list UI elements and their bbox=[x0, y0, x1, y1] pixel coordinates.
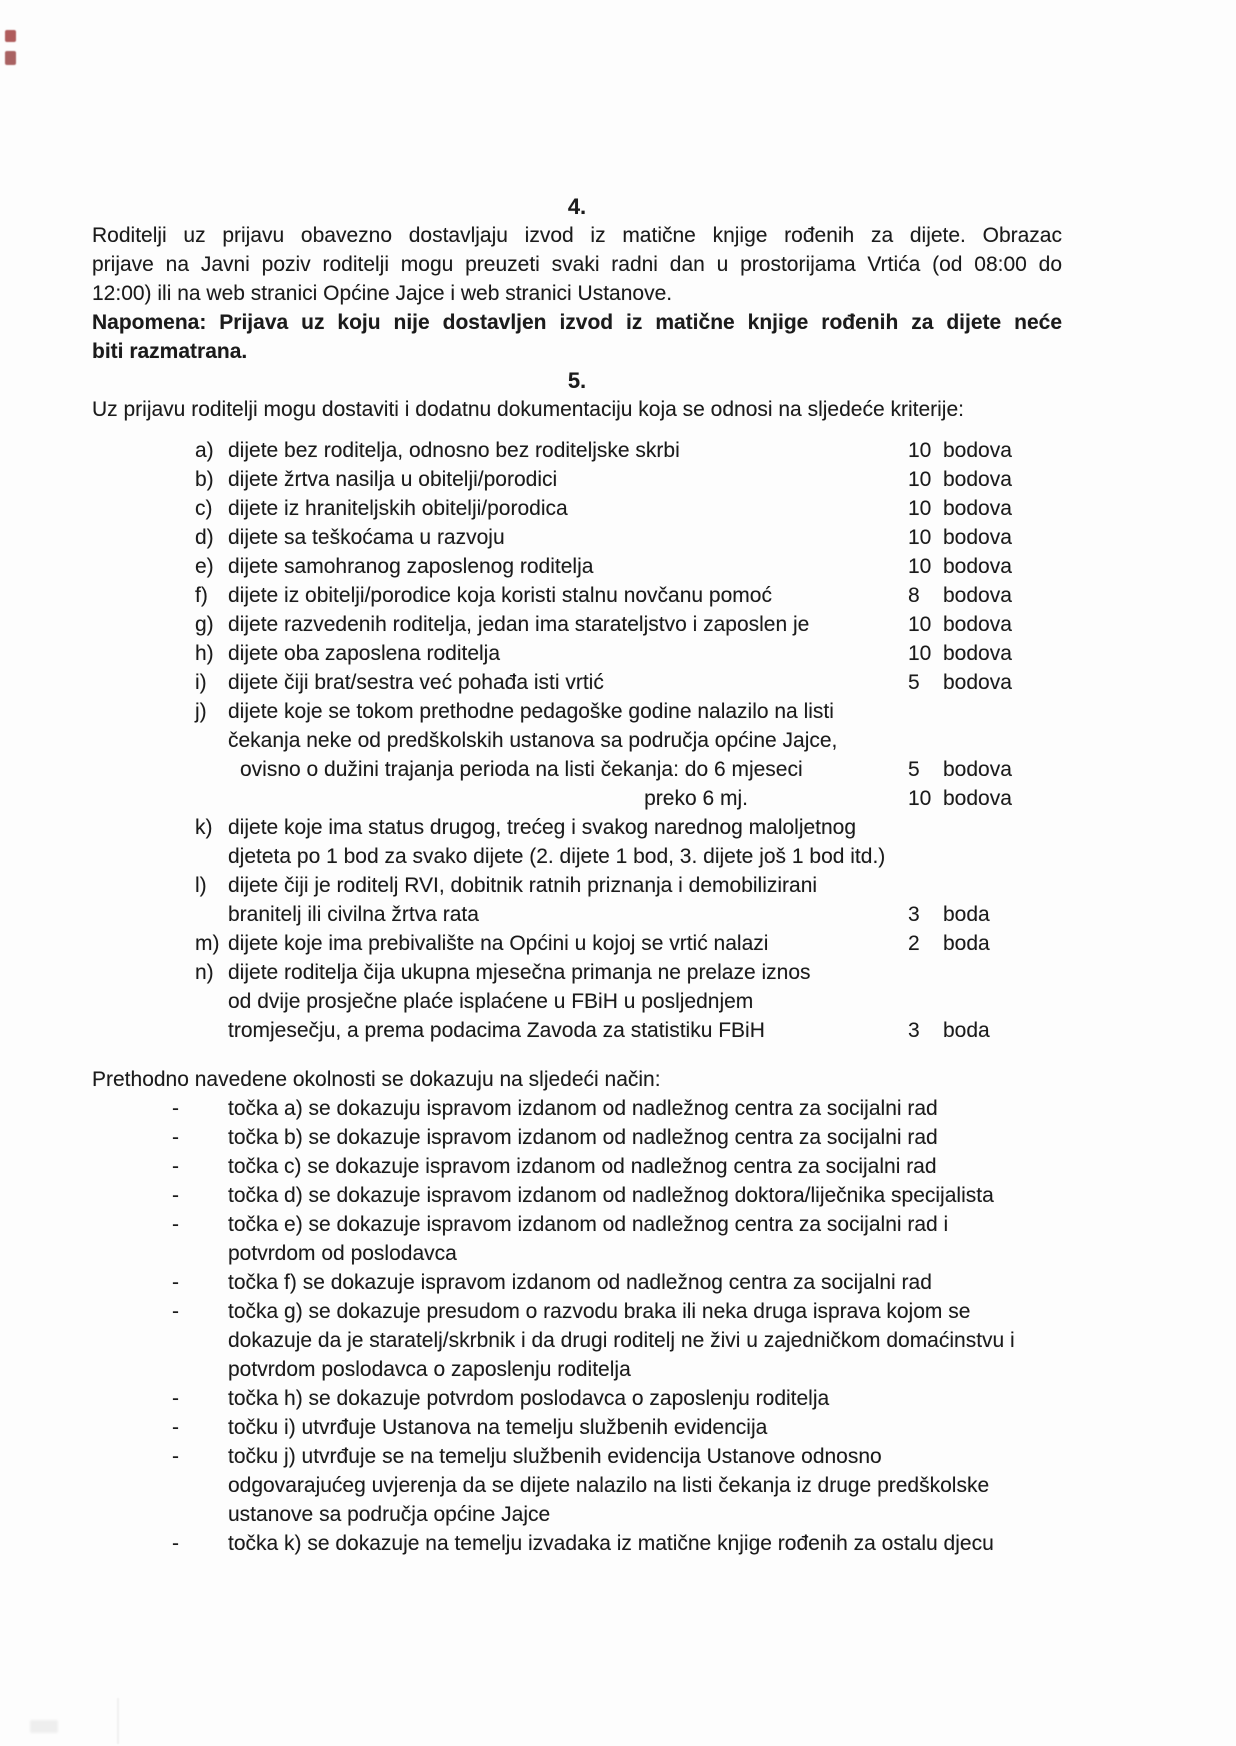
criterion-label: b) bbox=[195, 468, 214, 491]
points-unit: bodova bbox=[943, 787, 1012, 810]
criterion-row bbox=[92, 784, 1062, 813]
points-value bbox=[908, 697, 943, 726]
criterion-label: i) bbox=[195, 671, 207, 694]
proof-line: potvrdom od poslodavca bbox=[228, 1242, 457, 1265]
points-value: 10 bbox=[908, 468, 932, 491]
points-value: 10 bbox=[908, 787, 932, 810]
criterion-row bbox=[92, 552, 1062, 581]
criterion-text: dijete koje ima status drugog, trećeg i svakog narednog maloljetnog bbox=[228, 816, 857, 839]
criterion-row bbox=[92, 436, 1062, 465]
points-unit: bodova bbox=[943, 642, 1012, 665]
proof-bullet: - bbox=[172, 1184, 179, 1207]
proof-text bbox=[228, 1181, 1062, 1210]
proof-text bbox=[228, 1442, 1062, 1529]
proof-bullet: - bbox=[172, 1300, 179, 1323]
proof-item bbox=[92, 1268, 1062, 1297]
criterion-text: dijete iz hraniteljskih obitelji/porodica bbox=[228, 497, 568, 520]
criterion-row bbox=[92, 987, 1062, 1016]
criterion-label bbox=[195, 900, 228, 929]
criterion-text: dijete koje se tokom prethodne pedagoške godine nalazilo na listi bbox=[228, 700, 834, 723]
proof-line: točka c) se dokazuje ispravom izdanom od nadležnog centra za socijalni rad bbox=[228, 1155, 937, 1178]
criterion-row bbox=[92, 726, 1062, 755]
criterion-label: c) bbox=[195, 497, 213, 520]
criterion-label: l) bbox=[195, 874, 207, 897]
points-unit: bodova bbox=[943, 671, 1012, 694]
criterion-row bbox=[92, 639, 1062, 668]
scan-artifact-smudge bbox=[117, 1698, 119, 1744]
paragraph-line: prijave na Javni poziv roditelji mogu preuzeti svaki radni dan u prostorijama Vrtića (od 08:00 do bbox=[92, 253, 1062, 276]
proof-heading: Prethodno navedene okolnosti se dokazuju na sljedeći način: bbox=[92, 1068, 661, 1091]
criterion-row bbox=[92, 610, 1062, 639]
proof-line: točka f) se dokazuje ispravom izdanom od nadležnog centra za socijalni rad bbox=[228, 1271, 932, 1294]
proof-line: ustanove sa područja općine Jajce bbox=[228, 1503, 551, 1526]
points-unit: boda bbox=[943, 1019, 990, 1042]
criterion-row bbox=[92, 697, 1062, 726]
criterion-label bbox=[195, 987, 228, 1016]
points-value: 10 bbox=[908, 439, 932, 462]
points-value: 3 bbox=[908, 903, 920, 926]
points-value: 10 bbox=[908, 555, 932, 578]
scan-artifact-red-mark bbox=[5, 51, 16, 65]
proof-text bbox=[228, 1529, 1062, 1558]
proof-text bbox=[228, 1413, 1062, 1442]
proof-line: dokazuje da je staratelj/skrbnik i da drugi roditelj ne živi u zajedničkom domaćinstvu i bbox=[228, 1329, 1015, 1352]
proof-item bbox=[92, 1297, 1062, 1384]
proof-line: točka e) se dokazuje ispravom izdanom od nadležnog centra za socijalni rad i bbox=[228, 1213, 949, 1236]
scan-artifact-smudge bbox=[30, 1720, 58, 1733]
points-value bbox=[908, 871, 943, 900]
criterion-label: f) bbox=[195, 584, 208, 607]
criterion-row bbox=[92, 494, 1062, 523]
proof-line: točku i) utvrđuje Ustanova na temelju službenih evidencija bbox=[228, 1416, 768, 1439]
proof-text bbox=[228, 1297, 1062, 1384]
proof-text bbox=[228, 1152, 1062, 1181]
proof-bullet: - bbox=[172, 1532, 179, 1555]
proof-item bbox=[92, 1384, 1062, 1413]
criterion-row bbox=[92, 581, 1062, 610]
proof-bullet: - bbox=[172, 1416, 179, 1439]
criterion-text: dijete iz obitelji/porodice koja koristi stalnu novčanu pomoć bbox=[228, 584, 772, 607]
points-value bbox=[908, 987, 943, 1016]
points-value: 10 bbox=[908, 642, 932, 665]
note-line: Napomena: Prijava uz koju nije dostavljen izvod iz matične knjige rođenih za dijete neće bbox=[92, 311, 1062, 334]
points-unit: bodova bbox=[943, 439, 1012, 462]
criterion-text: dijete roditelja čija ukupna mjesečna primanja ne prelaze iznos bbox=[228, 961, 811, 984]
section-5-intro: Uz prijavu roditelji mogu dostaviti i dodatnu dokumentaciju koja se odnosi na sljedeće kriterije: bbox=[92, 398, 964, 421]
points-unit: boda bbox=[943, 903, 990, 926]
points-unit: bodova bbox=[943, 584, 1012, 607]
proof-line: točka k) se dokazuje na temelju izvadaka iz matične knjige rođenih za ostalu djecu bbox=[228, 1532, 994, 1555]
points-value: 10 bbox=[908, 613, 932, 636]
proof-bullet: - bbox=[172, 1126, 179, 1149]
note-line: biti razmatrana. bbox=[92, 340, 248, 363]
proof-line: točka h) se dokazuje potvrdom poslodavca o zaposlenju roditelja bbox=[228, 1387, 830, 1410]
criterion-row bbox=[92, 900, 1062, 929]
criterion-text: dijete čiji brat/sestra već pohađa isti vrtić bbox=[228, 671, 604, 694]
proof-list bbox=[92, 1094, 1062, 1558]
proof-line: točka a) se dokazuju ispravom izdanom od nadležnog centra za socijalni rad bbox=[228, 1097, 938, 1120]
section-4-number: 4. bbox=[567, 194, 587, 219]
points-value: 5 bbox=[908, 671, 920, 694]
proof-line: točku j) utvrđuje se na temelju službenih evidencija Ustanove odnosno bbox=[228, 1445, 882, 1468]
criterion-label bbox=[195, 842, 228, 871]
criterion-label bbox=[195, 1016, 228, 1045]
proof-bullet: - bbox=[172, 1213, 179, 1236]
criterion-label: a) bbox=[195, 439, 214, 462]
proof-bullet: - bbox=[172, 1271, 179, 1294]
criterion-text: tromjesečju, a prema podacima Zavoda za statistiku FBiH bbox=[228, 1019, 765, 1042]
criterion-label bbox=[195, 784, 228, 813]
proof-line: točka d) se dokazuje ispravom izdanom od nadležnog doktora/liječnika specijalista bbox=[228, 1184, 994, 1207]
criterion-text: od dvije prosječne plaće isplaćene u FBiH u posljednjem bbox=[228, 990, 754, 1013]
points-unit: boda bbox=[943, 932, 990, 955]
criterion-text: ovisno o dužini trajanja perioda na listi čekanja: do 6 mjeseci bbox=[240, 758, 803, 781]
proof-item bbox=[92, 1210, 1062, 1268]
proof-item bbox=[92, 1152, 1062, 1181]
section-4-paragraph bbox=[92, 221, 1062, 308]
points-value bbox=[908, 813, 943, 842]
proof-item bbox=[92, 1094, 1062, 1123]
criterion-row bbox=[92, 871, 1062, 900]
proof-bullet: - bbox=[172, 1445, 179, 1468]
proof-bullet: - bbox=[172, 1155, 179, 1178]
criterion-row bbox=[92, 465, 1062, 494]
criteria-list bbox=[92, 436, 1062, 1045]
criterion-row bbox=[92, 523, 1062, 552]
section-4-note bbox=[92, 308, 1062, 366]
points-value bbox=[908, 726, 943, 755]
proof-line: potvrdom poslodavca o zaposlenju roditelja bbox=[228, 1358, 631, 1381]
criterion-text: čekanja neke od predškolskih ustanova sa područja općine Jajce, bbox=[228, 729, 838, 752]
criterion-text: preko 6 mj. bbox=[644, 787, 748, 810]
points-unit bbox=[943, 697, 1062, 726]
points-unit bbox=[943, 813, 1062, 842]
points-unit bbox=[943, 958, 1062, 987]
criterion-label: n) bbox=[195, 961, 214, 984]
proof-item bbox=[92, 1442, 1062, 1529]
criterion-row bbox=[92, 1016, 1062, 1045]
points-unit: bodova bbox=[943, 526, 1012, 549]
criterion-text: dijete čiji je roditelj RVI, dobitnik ratnih priznanja i demobilizirani bbox=[228, 874, 818, 897]
proof-line: točka b) se dokazuje ispravom izdanom od nadležnog centra za socijalni rad bbox=[228, 1126, 938, 1149]
points-unit bbox=[943, 987, 1062, 1016]
criterion-label: h) bbox=[195, 642, 214, 665]
criterion-text: djeteta po 1 bod za svako dijete (2. dijete 1 bod, 3. dijete još 1 bod itd.) bbox=[228, 845, 886, 868]
criterion-label: g) bbox=[195, 613, 214, 636]
points-unit: bodova bbox=[943, 758, 1012, 781]
criterion-label bbox=[195, 755, 228, 784]
criterion-label: m) bbox=[195, 932, 220, 955]
criterion-label: j) bbox=[195, 700, 207, 723]
proof-item bbox=[92, 1123, 1062, 1152]
scan-artifact-red-mark bbox=[5, 30, 16, 42]
criterion-row bbox=[92, 668, 1062, 697]
criterion-label: e) bbox=[195, 555, 214, 578]
criterion-row bbox=[92, 929, 1062, 958]
points-value: 10 bbox=[908, 526, 932, 549]
proof-item bbox=[92, 1529, 1062, 1558]
criterion-row bbox=[92, 755, 1062, 784]
criterion-row bbox=[92, 813, 1062, 842]
criterion-text: branitelj ili civilna žrtva rata bbox=[228, 903, 479, 926]
proof-line: točka g) se dokazuje presudom o razvodu braka ili neka druga isprava kojom se bbox=[228, 1300, 971, 1323]
proof-item bbox=[92, 1413, 1062, 1442]
paragraph-line: 12:00) ili na web stranici Općine Jajce i web stranici Ustanove. bbox=[92, 282, 673, 305]
proof-bullet: - bbox=[172, 1097, 179, 1120]
paragraph-line: Roditelji uz prijavu obavezno dostavljaju izvod iz matične knjige rođenih za dijete. Obrazac bbox=[92, 224, 1062, 247]
criterion-text: dijete samohranog zaposlenog roditelja bbox=[228, 555, 594, 578]
proof-item bbox=[92, 1181, 1062, 1210]
points-value: 8 bbox=[908, 584, 920, 607]
points-unit: bodova bbox=[943, 468, 1012, 491]
proof-text bbox=[228, 1210, 1062, 1268]
criterion-label: k) bbox=[195, 816, 213, 839]
points-unit bbox=[943, 871, 1062, 900]
criterion-text: dijete koje ima prebivalište na Općini u kojoj se vrtić nalazi bbox=[228, 932, 769, 955]
proof-text bbox=[228, 1384, 1062, 1413]
points-value bbox=[908, 958, 943, 987]
points-value: 2 bbox=[908, 932, 920, 955]
criterion-text: dijete bez roditelja, odnosno bez roditeljske skrbi bbox=[228, 439, 680, 462]
criterion-text: dijete žrtva nasilja u obitelji/porodici bbox=[228, 468, 558, 491]
proof-text bbox=[228, 1094, 1062, 1123]
criterion-text: dijete oba zaposlena roditelja bbox=[228, 642, 501, 665]
section-5-number: 5. bbox=[567, 368, 587, 393]
points-value: 5 bbox=[908, 758, 920, 781]
criterion-row bbox=[92, 842, 1062, 871]
proof-bullet: - bbox=[172, 1387, 179, 1410]
criterion-label: d) bbox=[195, 526, 214, 549]
criterion-label bbox=[195, 726, 228, 755]
document-content bbox=[92, 192, 1062, 1558]
points-unit: bodova bbox=[943, 555, 1012, 578]
points-value: 3 bbox=[908, 1019, 920, 1042]
points-unit: bodova bbox=[943, 497, 1012, 520]
points-value bbox=[908, 842, 943, 871]
criterion-text: dijete sa teškoćama u razvoju bbox=[228, 526, 505, 549]
proof-line: odgovarajućeg uvjerenja da se dijete nalazilo na listi čekanja iz druge predškolske bbox=[228, 1474, 990, 1497]
points-unit bbox=[943, 726, 1062, 755]
criterion-text: dijete razvedenih roditelja, jedan ima starateljstvo i zaposlen je bbox=[228, 613, 810, 636]
proof-text bbox=[228, 1268, 1062, 1297]
proof-text bbox=[228, 1123, 1062, 1152]
points-value: 10 bbox=[908, 497, 932, 520]
points-unit: bodova bbox=[943, 613, 1012, 636]
criterion-row bbox=[92, 958, 1062, 987]
points-unit bbox=[943, 842, 1062, 871]
